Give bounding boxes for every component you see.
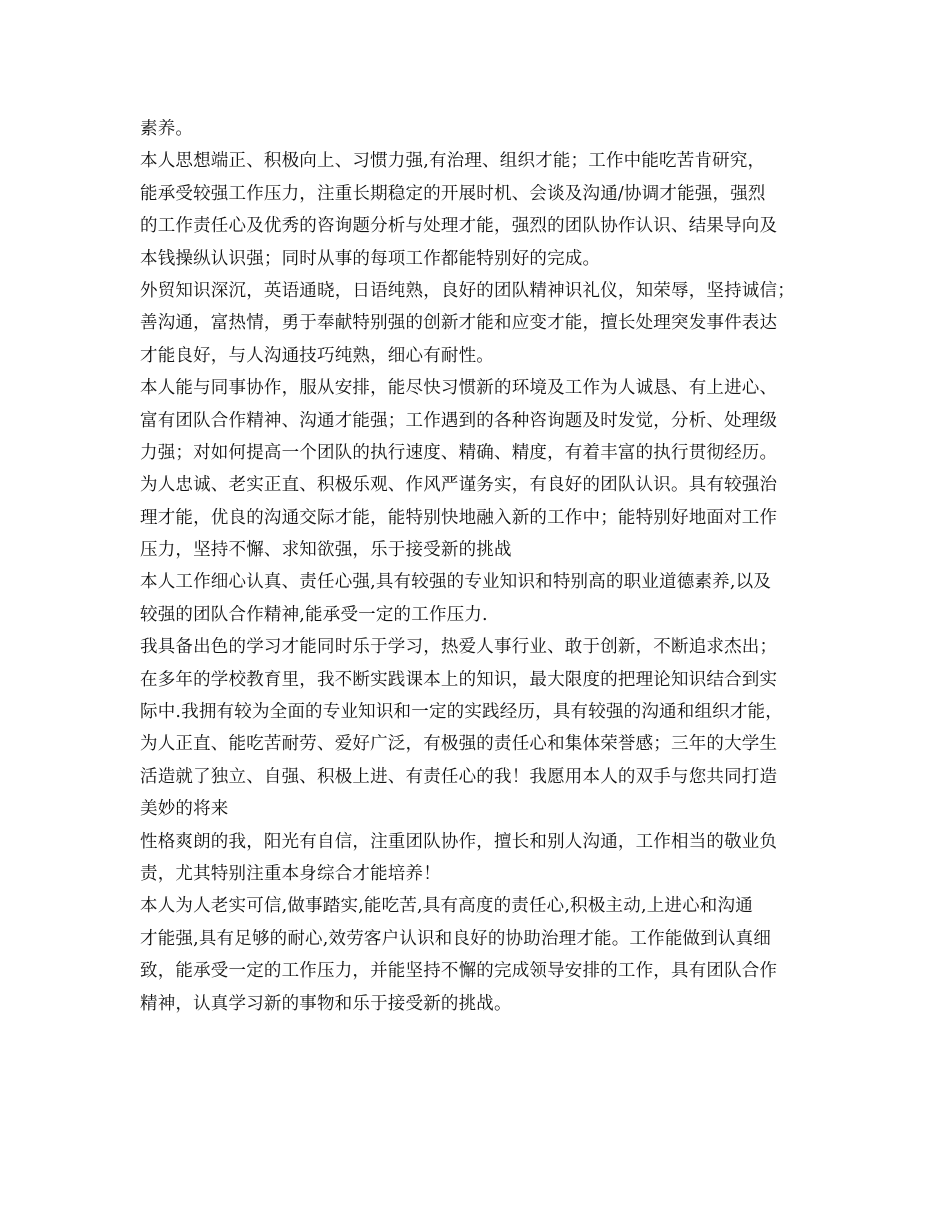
text-line: 精神，认真学习新的事物和乐于接受新的挑战。 [140,993,512,1014]
text-line: 本人能与同事协作，服从安排，能尽快习惯新的环境及工作为人诚恳、有上进心、 [140,378,778,399]
text-line: 致，能承受一定的工作压力，并能坚持不懈的完成领导安排的工作，具有团队合作 [140,961,778,982]
text-line: 在多年的学校教育里，我不断实践课本上的知识，最大限度的把理论知识结合到实 [140,669,778,690]
text-line: 压力，坚持不懈、求知欲强，乐于接受新的挑战 [140,540,512,561]
text-line: 外贸知识深沉，英语通晓，日语纯熟，良好的团队精神识礼仪，知荣辱，坚持诚信； [140,280,795,301]
text-line: 活造就了独立、自强、积极上进、有责任心的我！我愿用本人的双手与您共同打造 [140,766,778,787]
text-line: 本人为人老实可信,做事踏实,能吃苦,具有高度的责任心,积极主动,上进心和沟通 [140,896,753,917]
text-line: 际中.我拥有较为全面的专业知识和一定的实践经历，具有较强的沟通和组织才能， [140,702,783,723]
text-line: 本钱操纵认识强；同时从事的每项工作都能特别好的完成。 [140,248,601,269]
text-line: 能承受较强工作压力，注重长期稳定的开展时机、会谈及沟通/协调才能强，强烈 [140,183,766,204]
text-line: 美妙的将来 [140,799,229,820]
text-line: 素养。 [140,119,194,139]
text-line: 的工作责任心及优秀的咨询题分析与处理才能，强烈的团队协作认识、结果导向及 [140,216,778,237]
text-line: 性格爽朗的我，阳光有自信，注重团队协作，擅长和别人沟通，工作相当的敬业负 [140,831,778,852]
text-line: 较强的团队合作精神,能承受一定的工作压力. [140,604,488,625]
text-line: 理才能，优良的沟通交际才能，能特别快地融入新的工作中；能特别好地面对工作 [140,507,778,528]
text-line: 我具备出色的学习才能同时乐于学习，热爱人事行业、敢于创新，不断追求杰出； [140,637,778,658]
text-line: 为人正直、能吃苦耐劳、爱好广泛，有极强的责任心和集体荣誉感；三年的大学生 [140,734,778,755]
text-line: 才能良好，与人沟通技巧纯熟，细心有耐性。 [140,345,494,366]
text-line: 富有团队合作精神、沟通才能强；工作遇到的各种咨询题及时发觉，分析、处理级 [140,410,778,431]
text-line: 力强；对如何提高一个团队的执行速度、精确、精度，有着丰富的执行贯彻经历。 [140,442,778,463]
text-line: 为人忠诚、老实正直、积极乐观、作风严谨务实，有良好的团队认识。具有较强治 [140,475,778,496]
text-line: 责，尤其特别注重本身综合才能培养！ [140,863,441,884]
text-line: 善沟通，富热情，勇于奉献特别强的创新才能和应变才能，擅长处理突发事件表达 [140,313,778,334]
document-body [140,113,820,1020]
text-line: 本人思想端正、积极向上、习惯力强,有治理、组织才能；工作中能吃苦肯研究， [140,151,766,172]
text-line: 本人工作细心认真、责任心强,具有较强的专业知识和特别高的职业道德素养,以及 [140,572,772,593]
text-line: 才能强,具有足够的耐心,效劳客户认识和良好的协助治理才能。工作能做到认真细 [140,928,772,949]
